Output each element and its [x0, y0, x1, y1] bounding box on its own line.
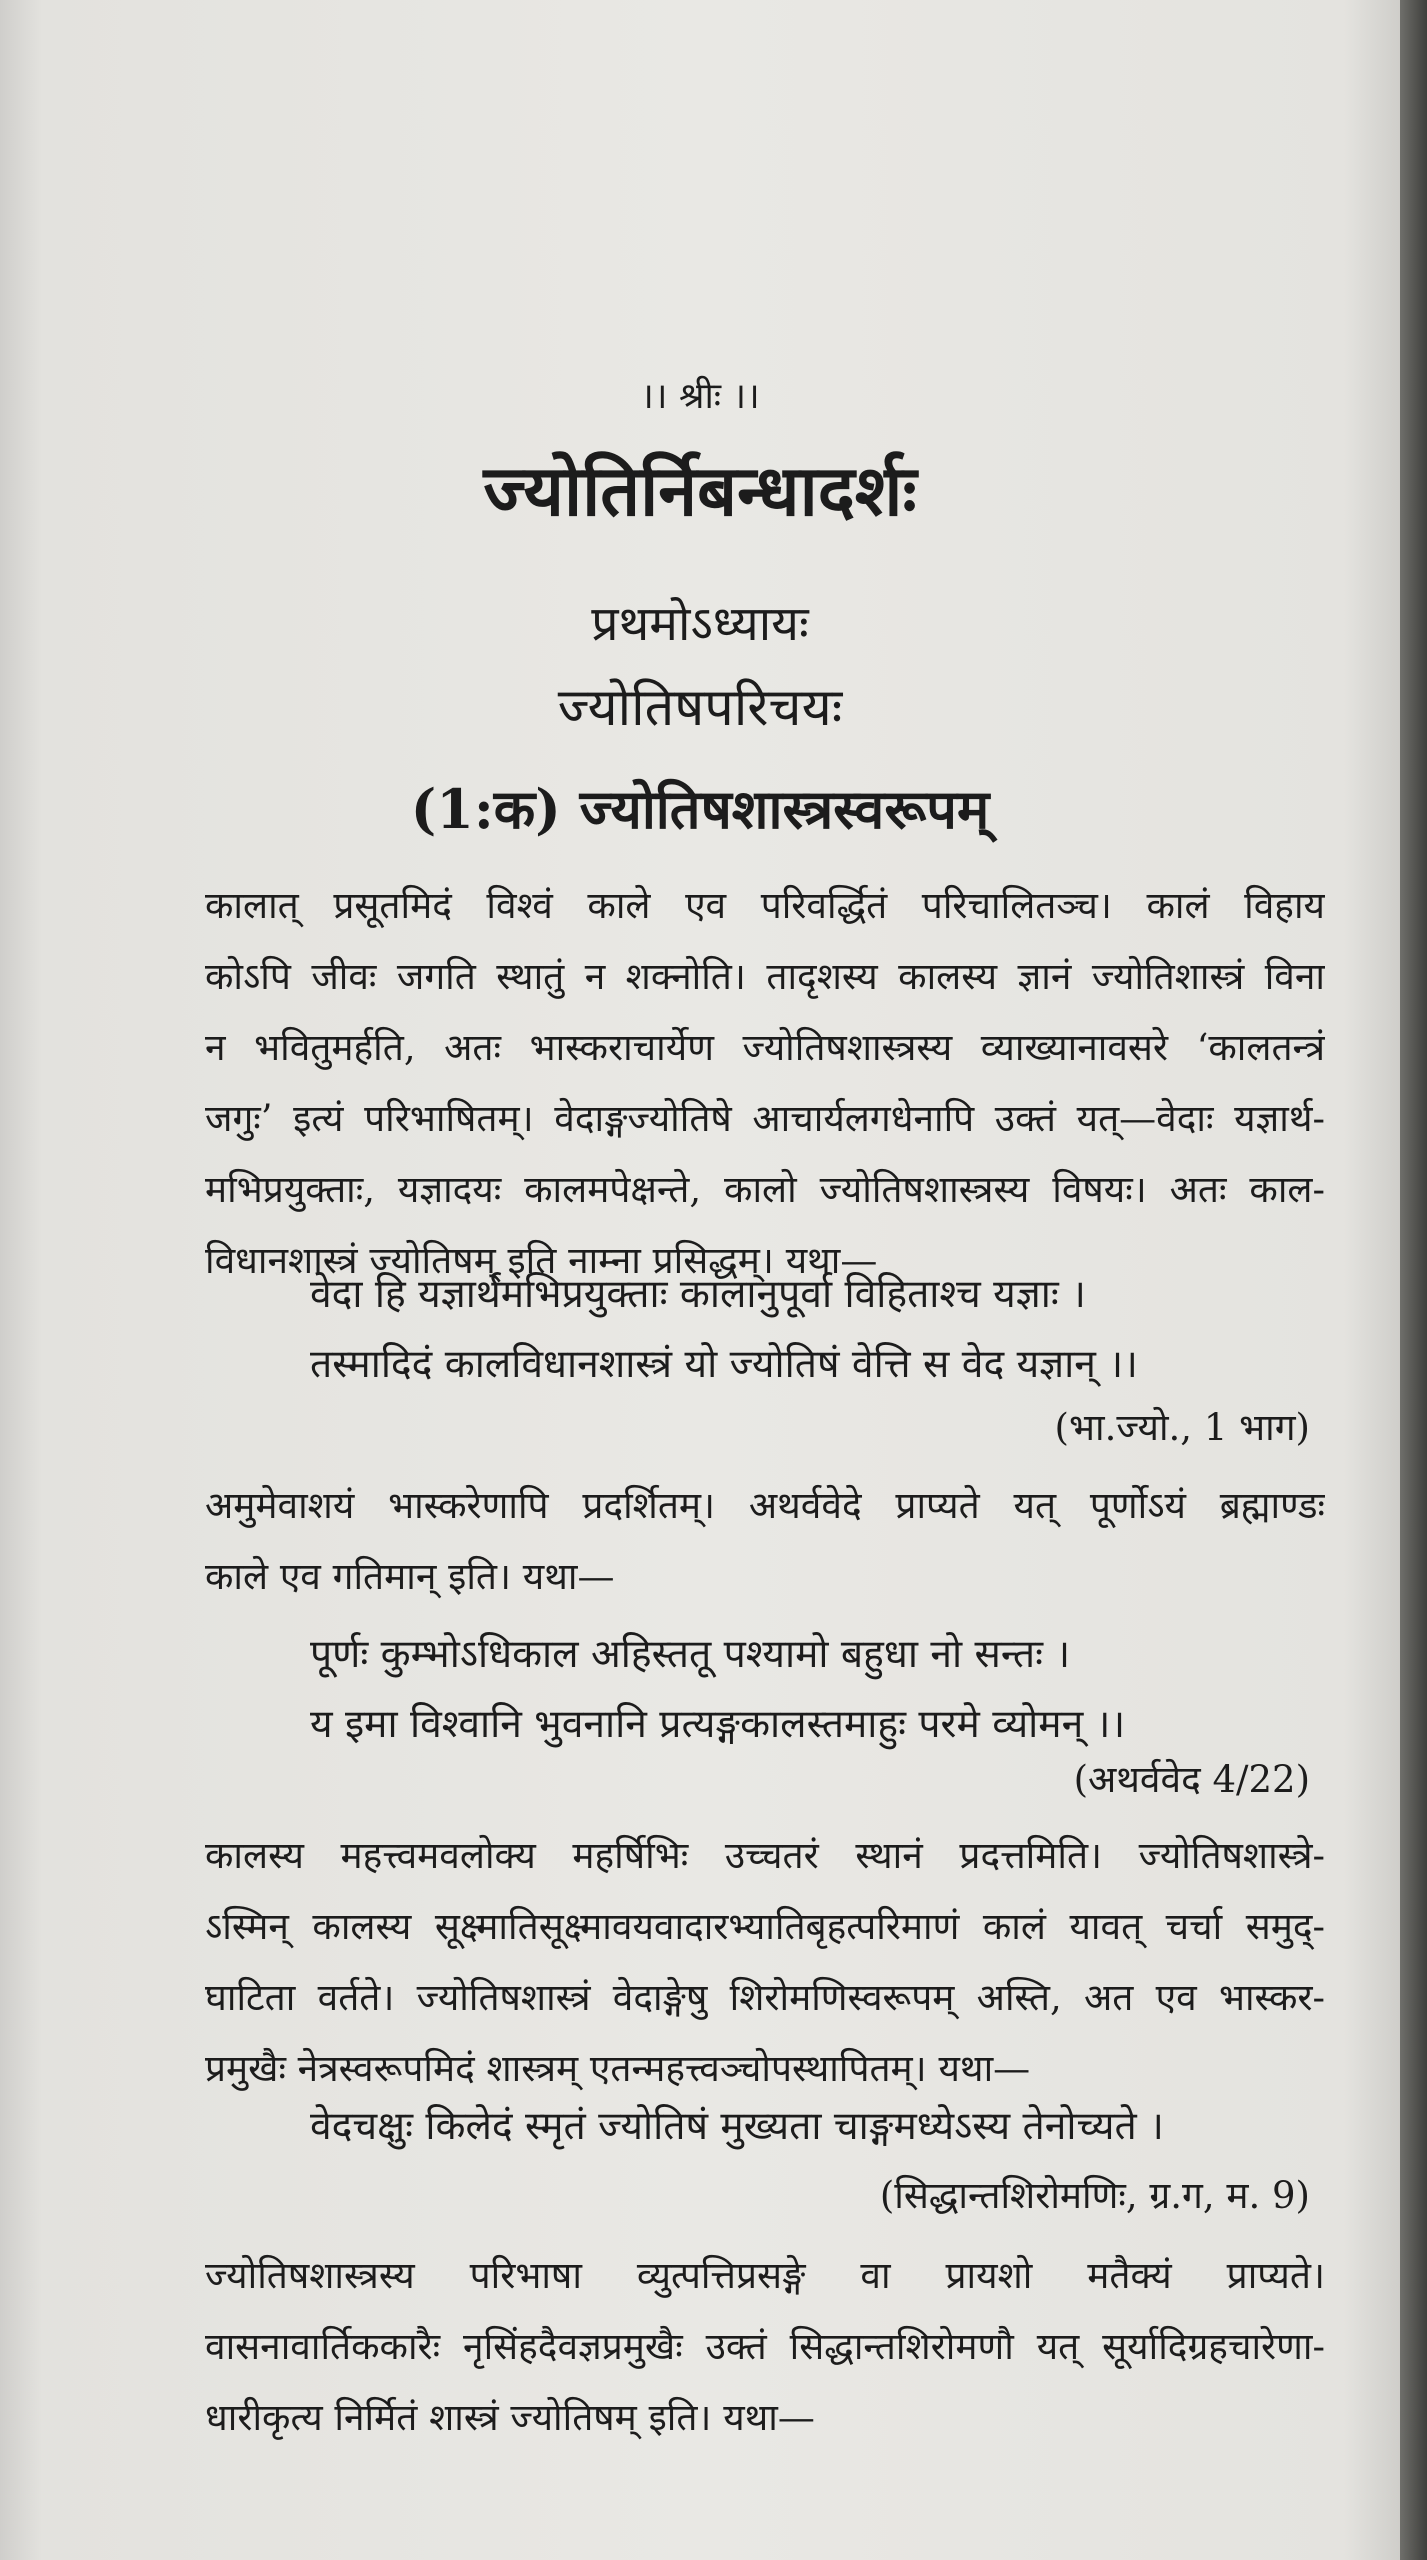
book-title: ज्योतिर्निबन्धादर्शः — [483, 449, 917, 532]
text-line: ऽस्मिन् कालस्य सूक्ष्मातिसूक्ष्मावयवादारभ्यातिबृहत्परिमाणं कालं यावत् चर्चा समुद्- — [205, 1905, 1325, 1948]
text-line: अमुमेवाशयं भास्करेणापि प्रदर्शितम्। अथर्ववेदे प्राप्यते यत् पूर्णोऽयं ब्रह्माण्डः — [205, 1484, 1325, 1527]
text-line: मभिप्रयुक्ताः, यज्ञादयः कालमपेक्षन्ते, कालो ज्योतिषशास्त्रस्य विषयः। अतः काल- — [205, 1168, 1325, 1211]
text-line: घाटिता वर्तते। ज्योतिषशास्त्रं वेदाङ्गेषु शिरोमणिस्वरूपम् अस्ति, अत एव भास्कर- — [205, 1976, 1325, 2019]
text-line: कालात् प्रसूतमिदं विश्वं काले एव परिवर्द्धितं परिचालितञ्च। कालं विहाय — [205, 884, 1325, 927]
section-heading: (1:क) ज्योतिषशास्त्रस्वरूपम् — [410, 777, 990, 841]
text-line: वासनावार्तिककारैः नृसिंहदैवज्ञप्रमुखैः उक्तं सिद्धान्तशिरोमणौ यत् सूर्यादिग्रहचारेणा- — [205, 2325, 1325, 2368]
paragraph-4 — [205, 2240, 1325, 2453]
text-line: ज्योतिषशास्त्रस्य परिभाषा व्युत्पत्तिप्रसङ्गे वा प्रायशो मतैक्यं प्राप्यते। — [205, 2254, 1325, 2297]
verse-3: वेदचक्षुः किलेदं स्मृतं ज्योतिषं मुख्यता चाङ्गमध्येऽस्य तेनोच्यते । — [310, 2104, 1164, 2149]
text-line: कालस्य महत्त्वमवलोक्य महर्षिभिः उच्चतरं स्थानं प्रदत्तमिति। ज्योतिषशास्त्रे- — [205, 1834, 1325, 1877]
text-line: विधानशास्त्रं ज्योतिषम् इति नाम्ना प्रसिद्धम्। यथा— — [205, 1239, 878, 1282]
paragraph-2 — [205, 1470, 1325, 1612]
verse-line: पूर्णः कुम्भोऽधिकाल अहिस्ततू पश्यामो बहुधा नो सन्तः । — [310, 1632, 1071, 1677]
verse-2-reference: (अथर्ववेद 4/22) — [1073, 1758, 1310, 1801]
text-line: जगुः’ इत्यं परिभाषितम्। वेदाङ्गज्योतिषे आचार्यलगधेनापि उक्तं यत्—वेदाः यज्ञार्थ- — [205, 1097, 1325, 1140]
chapter-number: प्रथमोऽध्यायः — [591, 596, 809, 652]
paragraph-3 — [205, 1820, 1325, 2104]
text-line: न भवितुमर्हति, अतः भास्कराचार्येण ज्योतिषशास्त्रस्य व्याख्यानावसरे ‘कालतन्त्रं — [205, 1026, 1325, 1069]
verse-line: तस्मादिदं कालविधानशास्त्रं यो ज्योतिषं वेत्ति स वेद यज्ञान् ।। — [310, 1342, 1138, 1387]
verse-line: य इमा विश्वानि भुवनानि प्रत्यङ्गकालस्तमाहुः परमे व्योमन् ।। — [310, 1702, 1126, 1747]
page-edge-shadow — [1400, 0, 1427, 2560]
verse-1-reference: (भा.ज्यो., 1 भाग) — [1054, 1406, 1310, 1449]
paragraph-1 — [205, 870, 1325, 1296]
verse-line: वेदा हि यज्ञार्थमभिप्रयुक्ताः कालानुपूर्वा विहिताश्च यज्ञाः । — [310, 1272, 1086, 1317]
verse-1 — [310, 1260, 1138, 1400]
chapter-title: ज्योतिषपरिचयः — [557, 678, 843, 738]
text-line: काले एव गतिमान् इति। यथा— — [205, 1555, 615, 1598]
invocation: ।। श्रीः ।। — [640, 376, 760, 417]
text-line: प्रमुखैः नेत्रस्वरूपमिदं शास्त्रम् एतन्महत्त्वञ्चोपस्थापितम्। यथा— — [205, 2047, 1031, 2090]
verse-2 — [310, 1620, 1125, 1760]
text-line: कोऽपि जीवः जगति स्थातुं न शक्नोति। तादृशस्य कालस्य ज्ञानं ज्योतिशास्त्रं विना — [205, 955, 1325, 998]
verse-3-reference: (सिद्धान्तशिरोमणिः, ग्र.ग, म. 9) — [879, 2174, 1310, 2217]
text-line: धारीकृत्य निर्मितं शास्त्रं ज्योतिषम् इति। यथा— — [205, 2396, 815, 2439]
